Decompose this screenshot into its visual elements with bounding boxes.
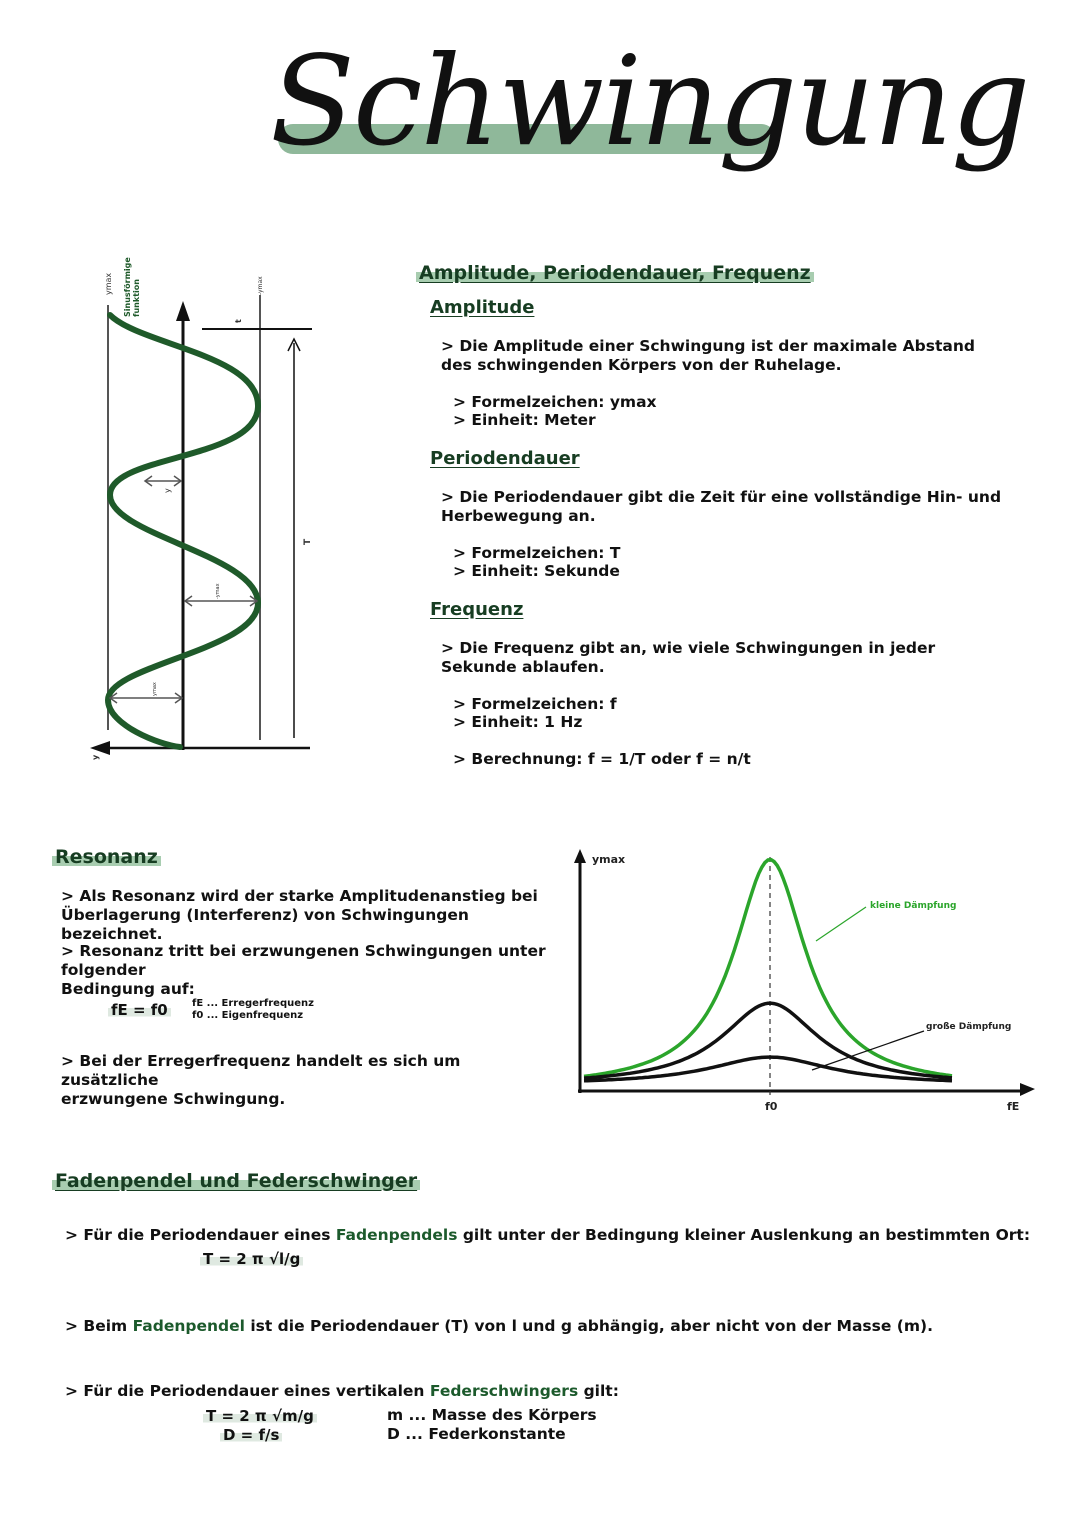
formula-spring-constant: D = f/s bbox=[220, 1426, 282, 1444]
label-y-arrow: y bbox=[163, 488, 172, 493]
pendulum-p3: > Für die Periodendauer eines vertikalen Federschwingers gilt: bbox=[65, 1382, 619, 1400]
label-t: t bbox=[234, 319, 243, 323]
amplitude-symbol: > Formelzeichen: ymax bbox=[453, 393, 657, 411]
label-ymax-arrow1: -ymax bbox=[215, 583, 221, 599]
label-function-1: Sinusförmige bbox=[123, 257, 132, 317]
resonance-chart bbox=[570, 845, 1040, 1120]
amplitude-unit: > Einheit: Meter bbox=[453, 411, 596, 429]
resonance-condition: fE = f0 bbox=[108, 1001, 171, 1019]
axis-arrowhead-left bbox=[90, 741, 110, 755]
resonance-p2: > Resonanz tritt bei erzwungenen Schwingungen unter folgender Bedingung auf: bbox=[61, 942, 546, 998]
resonance-p3: > Bei der Erregerfrequenz handelt es sich um zusätzliche erzwungene Schwingung. bbox=[61, 1052, 461, 1108]
wave-diagram bbox=[80, 255, 330, 775]
annot-large-damping: große Dämpfung bbox=[926, 1022, 1012, 1032]
heading-period: Periodendauer bbox=[430, 448, 580, 469]
spring-legend: m ... Masse des Körpers D ... Federkonstante bbox=[387, 1406, 597, 1443]
resonance-curve-0 bbox=[584, 860, 952, 1077]
period-symbol: > Formelzeichen: T bbox=[453, 544, 621, 562]
resonance-legend: fE ... Erregerfrequenz f0 ... Eigenfrequenz bbox=[192, 998, 314, 1021]
page-title: Schwingung bbox=[270, 30, 1029, 174]
section-heading-amplitude-period-frequency: Amplitude, Periodendauer, Frequenz bbox=[416, 262, 814, 284]
label-ymax-arrow2: ymax bbox=[152, 682, 158, 696]
label-T: T bbox=[303, 538, 313, 545]
chart-x-arrowhead bbox=[1020, 1083, 1035, 1096]
period-text: > Die Periodendauer gibt die Zeit für eine vollständige Hin- und Herbewegung an. bbox=[441, 488, 1002, 525]
axis-arrowhead-up bbox=[176, 301, 190, 321]
frequency-symbol: > Formelzeichen: f bbox=[453, 695, 617, 713]
annot-line-small-damping bbox=[816, 907, 866, 941]
label-neg-ymax: -ymax bbox=[257, 276, 264, 295]
resonance-curve-2 bbox=[584, 1057, 952, 1081]
pendulum-p2: > Beim Fadenpendel ist die Periodendauer (T) von l und g abhängig, aber nicht von der Masse (m). bbox=[65, 1317, 933, 1335]
heading-frequency: Frequenz bbox=[430, 599, 524, 620]
heading-amplitude: Amplitude bbox=[430, 297, 535, 318]
frequency-unit: > Einheit: 1 Hz bbox=[453, 713, 583, 731]
frequency-text: > Die Frequenz gibt an, wie viele Schwingungen in jeder Sekunde ablaufen. bbox=[441, 639, 936, 676]
heading-pendulum: Fadenpendel und Federschwinger bbox=[52, 1170, 420, 1192]
annot-small-damping: kleine Dämpfung bbox=[870, 901, 957, 911]
label-y-axis: y bbox=[91, 754, 100, 760]
formula-spring: T = 2 π √m/g bbox=[203, 1407, 317, 1425]
period-unit: > Einheit: Sekunde bbox=[453, 562, 620, 580]
formula-pendulum: T = 2 π √l/g bbox=[200, 1250, 303, 1268]
heading-resonance: Resonanz bbox=[52, 846, 161, 868]
label-ymax: ymax bbox=[104, 272, 113, 295]
frequency-calc: > Berechnung: f = 1/T oder f = n/t bbox=[453, 750, 751, 768]
chart-xtick-f0: f0 bbox=[765, 1100, 778, 1113]
chart-y-arrowhead bbox=[574, 849, 586, 863]
chart-ylabel: ymax bbox=[592, 853, 626, 866]
label-function-2: funktion bbox=[132, 279, 141, 317]
amplitude-text: > Die Amplitude einer Schwingung ist der maximale Abstand des schwingenden Körpers von der Ruhelage. bbox=[441, 337, 975, 374]
resonance-p1: > Als Resonanz wird der starke Amplitudenanstieg bei Überlagerung (Interferenz) von Schwingungen bezeichnet. bbox=[61, 887, 538, 943]
chart-xlabel: fE bbox=[1007, 1100, 1020, 1113]
pendulum-p1: > Für die Periodendauer eines Fadenpendels gilt unter der Bedingung kleiner Auslenkung an bestimmten Ort: bbox=[65, 1226, 1031, 1244]
